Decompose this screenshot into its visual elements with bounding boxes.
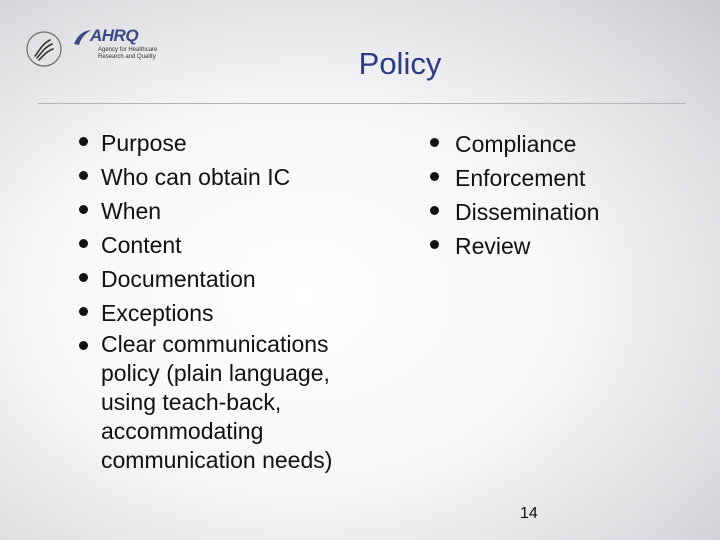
ahrq-tagline-line-1: Agency for Healthcare bbox=[98, 47, 158, 53]
list-item bbox=[76, 194, 386, 228]
bullet-icon bbox=[79, 239, 88, 248]
ahrq-logo bbox=[72, 26, 158, 70]
bullet-icon bbox=[79, 171, 88, 180]
bullet-icon bbox=[430, 138, 439, 147]
list-item bbox=[76, 160, 386, 194]
list-item-text: Who can obtain IC bbox=[101, 164, 291, 190]
list-item-text: Enforcement bbox=[455, 165, 586, 191]
page-number: 14 bbox=[520, 505, 538, 522]
list-item-text: When bbox=[101, 198, 162, 224]
page-title: Policy bbox=[358, 46, 442, 81]
logo-area bbox=[26, 26, 158, 70]
bullet-icon bbox=[430, 240, 439, 249]
list-item-text: Content bbox=[101, 232, 182, 258]
list-item bbox=[76, 126, 386, 160]
bullet-icon bbox=[79, 273, 88, 282]
hhs-eagle-icon bbox=[26, 30, 62, 68]
ahrq-tagline bbox=[98, 47, 157, 61]
list-item bbox=[430, 229, 630, 263]
list-item-text: Clear communications policy (plain language, using teach-back, accommodating communication needs) bbox=[101, 331, 333, 473]
list-item-text: Review bbox=[455, 233, 531, 259]
bullet-icon bbox=[79, 341, 88, 350]
list-item bbox=[76, 262, 386, 296]
header-divider bbox=[38, 103, 686, 104]
list-item bbox=[76, 296, 386, 330]
list-item bbox=[430, 161, 630, 195]
left-bullet-list bbox=[76, 126, 386, 475]
bullet-icon bbox=[79, 307, 88, 316]
ahrq-tagline-line-2: Research and Quality bbox=[98, 54, 156, 60]
list-item-text: Purpose bbox=[101, 130, 187, 156]
bullet-icon bbox=[79, 205, 88, 214]
list-item bbox=[76, 228, 386, 262]
bullet-icon bbox=[430, 206, 439, 215]
bullet-icon bbox=[79, 137, 88, 146]
list-item-text: Documentation bbox=[101, 266, 256, 292]
list-item bbox=[430, 195, 630, 229]
right-bullet-list bbox=[430, 127, 630, 263]
ahrq-swoosh-icon bbox=[72, 28, 92, 48]
list-item-text: Dissemination bbox=[455, 199, 600, 225]
list-item bbox=[76, 330, 386, 475]
ahrq-brand: AHRQ bbox=[90, 26, 139, 45]
list-item-text: Exceptions bbox=[101, 300, 214, 326]
list-item-text: Compliance bbox=[455, 131, 577, 157]
bullet-icon bbox=[430, 172, 439, 181]
slide-header bbox=[0, 0, 720, 104]
list-item bbox=[430, 127, 630, 161]
